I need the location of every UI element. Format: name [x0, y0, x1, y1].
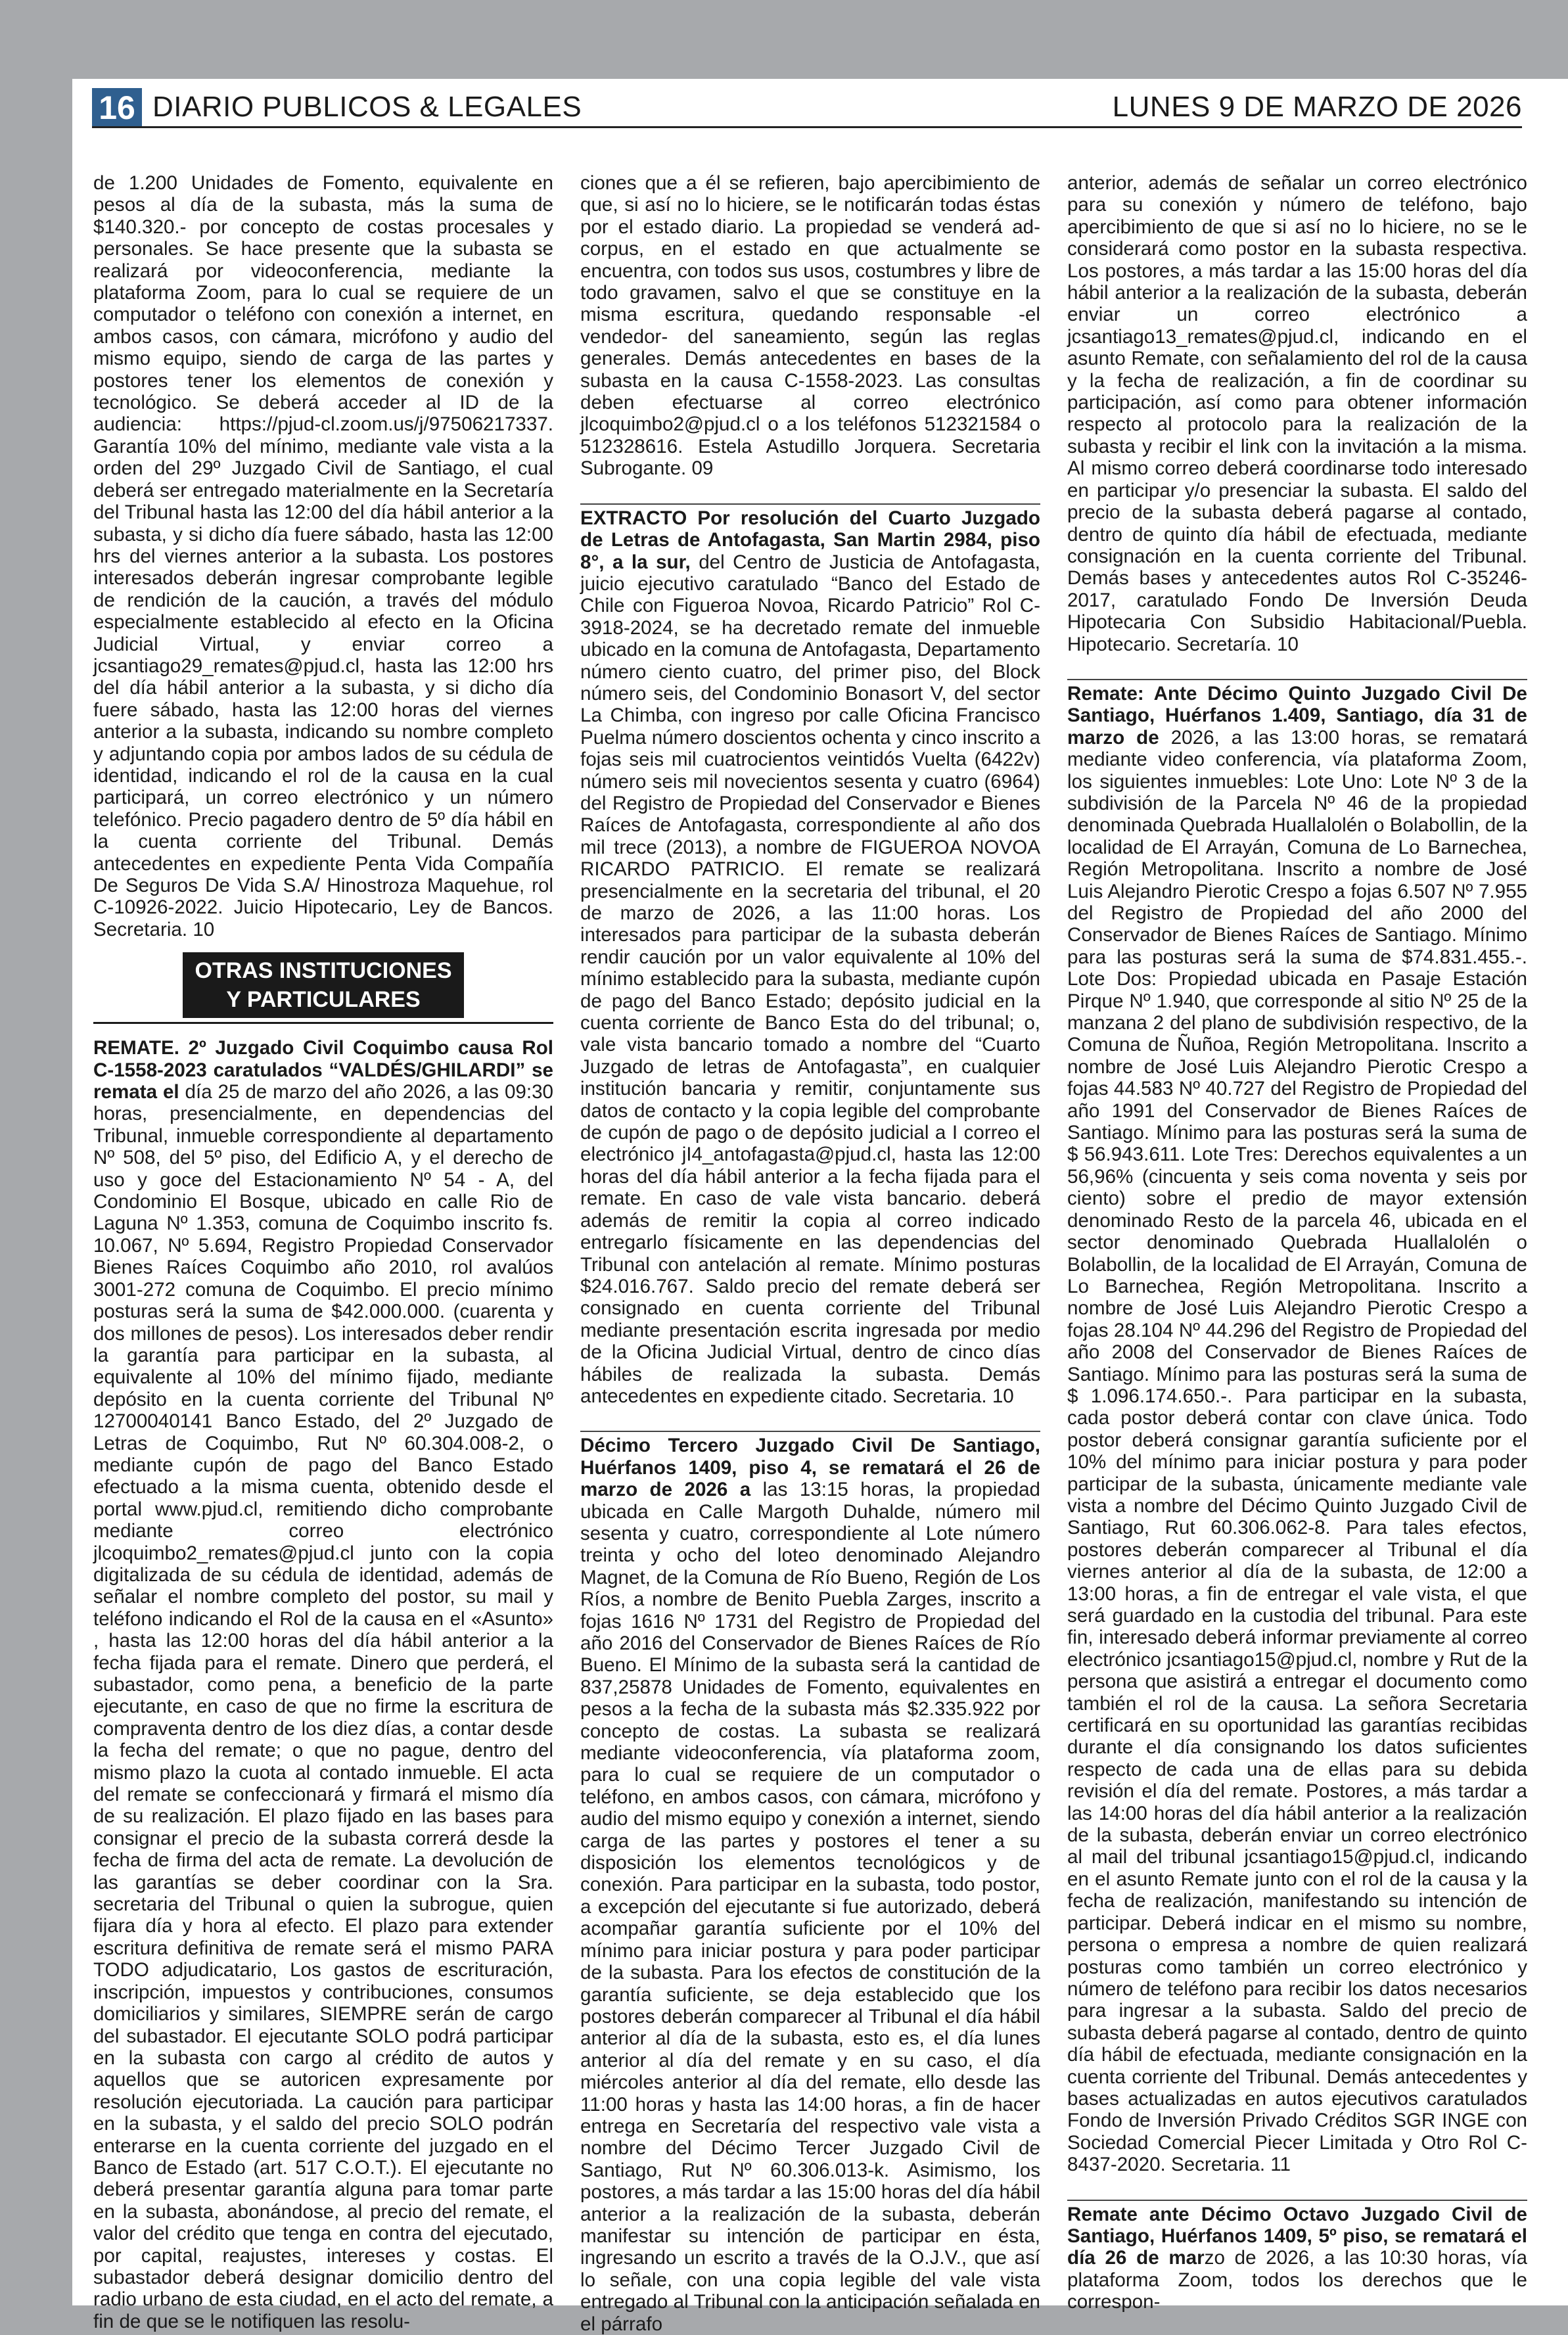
notice-heading: EXTRACTO Por resolución del Cuarto Juzgado de Letras de Antofagasta, San Martin 2984, piso 8°, a la sur,	[580, 507, 1040, 573]
notice-body: 2026, a las 13:00 horas, se rematará mediante video conferencia, vía plataforma Zoom, los siguientes inmuebles: Lote Uno: Lote Nº 3 de la subdivisión de la Parcela Nº 46 de la propiedad denominada Quebrada Huallalolén o Bolabollin, de la localidad de El Arrayán, Comuna de Lo Barnechea, Región Metropolitana. Inscrito a nombre de José Luis Alejandro Pierotic Crespo a fojas 6.507 Nº 7.955 del Registro de Propiedad del año 2000 del Conservador de Bienes Raíces de Santiago. Mínimo para las posturas será la suma de $74.831.455.-. Lote Dos: Propiedad ubicada en Pasaje Estación Pirque Nº 1.940, que corresponde al sitio Nº 25 de la manzana 2 del plano de subdivisión respectivo, de la Comuna de Ñuñoa, Región Metropolitana. Inscrito a nombre de José Luis Alejandro Pierotic Crespo a fojas 44.583 Nº 40.727 del Registro de Propiedad del año 1991 del Conservador de Bienes Raíces de Santiago. Mínimo para las posturas será la suma de $ 56.943.611. Lote Tres: Derechos equivalentes a un 56,96% (cincuenta y seis coma noventa y seis por ciento) sobre el predio de mayor extensión denominado Resto de la parcela 46, ubicada en el sector denominado Quebrada Huallalolén o Bolabollin, de la localidad de El Arrayán, Comuna de Lo Barnechea, Región Metropolitana. Inscrito a nombre de José Luis Alejandro Pierotic Crespo a fojas 28.104 Nº 44.296 del Registro de Propiedad del año 2008 del Conservador de Bienes Raíces de Santiago. Mínimo para las posturas será la suma de $ 1.096.174.650.-. Para participar en la subasta, cada postor deberá contar con clave única. Todo postor deberá consignar garantía suficiente por el 10% del mínimo para iniciar postura y para poder participar de la subasta, únicamente mediante vale vista a nombre del Décimo Quinto Juzgado Civil de Santiago, Rut 60.306.062-8. Para tales efectos, postores deberán comparecer al Tribunal el día viernes anterior al día de la subasta, de 12:00 a 13:00 horas, a fin de entregar el vale vista, el que será guardado en la custodia del tribunal. Para este fin, interesado deberá informar previamente al correo electrónico jcsantiago15@pjud.cl, nombre y Rut de la persona que asistirá a entregar el documento como también el rol de la causa. La señora Secretaria certificará en su oportunidad las garantías recibidas durante el día consignando los datos suficientes respecto de cada una de ellas para su debida revisión el día del remate. Postores, a más tardar a las 14:00 horas del día hábil anterior a la realización de la subasta, deberán enviar un correo electrónico al mail del tribunal jcsantiago15@pjud.cl, indicando en el asunto Remate junto con el rol de la causa y la fecha de realización, manifestando su intención de participar. Deberá indicar en el mismo su nombre, persona o empresa a nombre de quien realizará posturas como también un correo electrónico y número de teléfono para recibir los datos necesarios para ingresar a la subasta. Saldo del precio de subasta deberá pagarse al contado, dentro de quinto día hábil de efectuada, mediante consignación en la cuenta corriente del Tribunal. Demás antecedentes y bases actualizadas en autos ejecutivos caratulados Fondo de Inversión Privado Créditos SGR INGE con Sociedad Comercial Piecer Limitada y Otro Rol C-8437-2020. Secretaria. 11	[1067, 726, 1527, 2176]
notice-remate-coquimbo	[93, 1037, 553, 2332]
notice-heading: REMATE. 2º Juzgado Civil Coquimbo causa Rol C-1558-2023 caratulados “VALDÉS/GHILARDI” se remata el	[93, 1037, 553, 1103]
section-heading-line1: OTRAS INSTITUCIONES	[195, 958, 452, 984]
notice-decimo-quinto	[1067, 683, 1527, 2176]
notice-heading: Remate: Ante Décimo Quinto Juzgado Civil De Santiago, Huérfanos 1.409, Santiago, día 31 de marzo de	[1067, 682, 1527, 749]
notice-continuation: ciones que a él se refieren, bajo apercibimiento de que, si así no lo hiciere, se le notificarán todas éstas por el estado diario. La propiedad se venderá ad-corpus, en el estado en que actualmente se encuentra, con todos sus usos, costumbres y libre de todo gravamen, salvo el que se constituye en la misma escritura, quedando responsable -el vendedor- del saneamiento, según las reglas generales. Demás antecedentes en bases de la subasta en la causa C-1558-2023. Las consultas deben efectuarse al correo electrónico jlcoquimbo2@pjud.cl o a los teléfonos 512321584 o 512328616. Estela Astudillo Jorquera. Secretaria Subrogante. 09	[580, 172, 1040, 480]
notice-continuation: de 1.200 Unidades de Fomento, equivalente en pesos al día de la subasta, más la suma de $140.320.- por concepto de costas procesales y personales. Se hace presente que la subasta se realizará por videoconferencia, mediante la plataforma Zoom, para lo cual se requiere de un computador o teléfono con conexión a internet, en ambos casos, con cámara, micrófono y audio del mismo equipo, siendo de carga de las partes y postores tener los elementos de conexión y tecnológico. Se deberá acceder al ID de la audiencia: https://pjud-cl.zoom.us/j/97506217337. Garantía 10% del mínimo, mediante vale vista a la orden del 29º Juzgado Civil de Santiago, el cual deberá ser entregado materialmente en la Secretaría del Tribunal hasta las 12:00 del día hábil anterior a la subasta, y si dicho día fuere sábado, hasta las 12:00 hrs del viernes anterior a la subasta. Los postores interesados deberán ingresar comprobante legible de rendición de la caución, a través del módulo especialmente establecido al efecto en la Oficina Judicial Virtual, y enviar correo a jcsantiago29_remates@pjud.cl, hasta las 12:00 hrs del día hábil anterior a la subasta, y si dicho día fuere sábado, hasta las 12:00 horas del viernes anterior a la subasta, indicando su nombre completo y adjuntando copia por ambos lados de su cédula de identidad, indicando el rol de la causa en la cual participará, un correo electrónico y un número telefónico. Precio pagadero dentro de 5º día hábil en la cuenta corriente del Tribunal. Demás antecedentes en expediente Penta Vida Compañía De Seguros De Vida S.A/ Hinostroza Maquehue, rol C-10926-2022. Juicio Hipotecario, Ley de Bancos. Secretaria. 10	[93, 172, 553, 940]
notice-decimo-tercero	[580, 1435, 1040, 2335]
page-number: 16	[92, 88, 142, 127]
notice-body: del Centro de Justicia de Antofagasta, juicio ejecutivo caratulado “Banco del Estado de Chile con Figueroa Novoa, Ricardo Patricio” Rol C-3918-2024, se ha decretado remate del inmueble ubicado en la comuna de Antofagasta, Departamento número ciento cuatro, del primer piso, del Block número seis, del Condominio Bonasort V, del sector La Chimba, con ingreso por calle Oficina Francisco Puelma número doscientos ochenta y cinco inscrito a fojas seis mil cuatrocientos veintidós Vuelta (6422v) número seis mil novecientos sesenta y cuatro (6964) del Registro de Propiedad del Conservador e Bienes Raíces de Antofagasta, correspondiente al año dos mil trece (2013), a nombre de FIGUEROA NOVOA RICARDO PATRICIO. El remate se realizará presencialmente en la secretaria del tribunal, el 20 de marzo de 2026, a las 11:00 horas. Los interesados para participar de la subasta deberán rendir caución por un valor equivalente al 10% del mínimo establecido para la subasta, mediante cupón de pago del Banco Estado; depósito judicial en la cuenta corriente de Banco Esta do del tribunal; o, vale vista bancario tomado a nombre del “Cuarto Juzgado de letras de Antofagasta”, en cualquier institución bancaria y remitir, conjuntamente sus datos de contacto y la copia legible del comprobante de cupón de pago o de depósito judicial a I correo el electrónico jI4_antofagasta@pjud.cl, hasta las 12:00 horas del día hábil anterior a la fecha fijada para el remate. En caso de vale vista bancario. deberá además de remitir la copia al correo indicado entregarlo físicamente en las dependencias del Tribunal con antelación al remate. Mínimo posturas $24.016.767. Saldo precio del remate deberá ser consignado en cuenta corriente del Tribunal mediante presentación escrita ingresada por medio de la Oficina Judicial Virtual, dentro de cinco días hábiles de realizada la subasta. Demás antecedentes en expediente citado. Secretaria. 10	[580, 551, 1040, 1407]
notice-body: día 25 de marzo del año 2026, a las 09:30 horas, presencialmente, en dependencias del Tribunal, inmueble correspondiente al departamento Nº 508, del 5º piso, del Edificio A, y el derecho de uso y goce del Estacionamiento Nº 54 - A, del Condominio El Bosque, ubicado en calle Rio de Laguna Nº 1.353, comuna de Coquimbo inscrito fs. 10.067, Nº 5.694, Registro Propiedad Conservador Bienes Raíces Coquimbo año 2010, rol avalúos 3001-272 comuna de Coquimbo. El precio mínimo posturas será la suma de $42.000.000. (cuarenta y dos millones de pesos). Los interesados deber rendir la garantía para participar en la subasta, al equivalente al 10% del mínimo fijado, mediante depósito en la cuenta corriente del Tribunal Nº 12700040141 Banco Estado, del 2º Juzgado de Letras de Coquimbo, Rut Nº 60.304.008-2, o mediante cupón de pago del Banco Estado efectuado a la misma cuenta, obtenido desde el portal www.pjud.cl, remitiendo dicho comprobante mediante correo electrónico jlcoquimbo2_remates@pjud.cl junto con la copia digitalizada de su cédula de identidad, además de señalar el nombre completo del postor, su mail y teléfono indicando el Rol de la causa en el «Asunto» , hasta las 12:00 horas del día hábil anterior a la fecha fijada para el remate. Dinero que perderá, el subastador, como pena, a beneficio de la parte ejecutante, en caso de que no firme la escritura de compraventa dentro de los diez días, a contar desde la fecha del remate; o que no pague, dentro del mismo plazo la cuota al contado inmueble. El acta del remate se confeccionará y firmará el mismo día de su realización. El plazo fijado en las bases para consignar el precio de la subasta correrá desde la fecha de firma del acta de remate. La devolución de las garantías se deber coordinar con la Sra. secretaria del Tribunal o quien la subrogue, quien fijara día y hora al efecto. El plazo para extender escritura definitiva de remate será el mismo PARA TODO adjudicatario, Los gastos de escrituración, inscripción, impuestos y contribuciones, consumos domiciliarios y similares, SIEMPRE serán de cargo del subastador. El ejecutante SOLO podrá participar en la subasta con cargo al crédito de autos y aquellos que se autoricen expresamente por resolución ejecutoriada. La caución para participar en la subasta, y el saldo del precio SOLO podrán enterarse en la cuenta corriente del juzgado en el Banco de Estado (art. 517 C.O.T.). El ejecutante no deberá presentar garantía alguna para tomar parte en la subasta, abonándose, al precio del remate, el valor del crédito que tenga en contra del ejecutado, por capital, reajustes, intereses y costas. El subastador deberá designar domicilio dentro del radio urbano de esta ciudad, en el acto del remate, a fin de que se le notifiquen las resolu-	[93, 1081, 554, 2332]
section-heading-line2: Y PARTICULARES	[226, 987, 421, 1013]
section-heading-box	[183, 952, 463, 1018]
notice-body: zo de 2026, a las 10:30 horas, vía plataforma Zoom, todos los derechos que le correspon-	[1067, 2247, 1528, 2313]
notice-continuation: anterior, además de señalar un correo electrónico para su conexión y número de teléfono, bajo apercibimiento de que si así no lo hiciere, no se le considerará como postor en la subasta respectiva. Los postores, a más tardar a las 15:00 horas del día hábil anterior a la realización de la subasta, deberán enviar un correo electrónico a jcsantiago13_remates@pjud.cl, indicando en el asunto Remate, con señalamiento del rol de la causa y la fecha de realización, a fin de coordinar su participación, así como para obtener información respecto al protocolo para la realización de la subasta y recibir el link con la invitación a la misma. Al mismo correo deberá coordinarse todo interesado en participar y/o presenciar la subasta. El saldo del precio de la subasta deberá pagarse al contado, dentro de quinto día hábil de efectuada, mediante consignación en la cuenta corriente del Tribunal. Demás bases y antecedentes autos Rol C-35246-2017, caratulado Fondo De Inversión Deuda Hipotecaria Con Subsidio Habitacional/Puebla. Hipotecario. Secretaría. 10	[1067, 172, 1527, 655]
section-heading	[93, 952, 553, 1024]
column-3	[1067, 172, 1528, 2313]
publication-date: LUNES 9 DE MARZO DE 2026	[1112, 91, 1522, 123]
column-2	[580, 172, 1040, 2335]
notice-heading: Remate ante Décimo Octavo Juzgado Civil de Santiago, Huérfanos 1409, 5º piso, se rematará el día 26 de mar	[1067, 2203, 1527, 2269]
page-header	[92, 84, 1522, 129]
header-rule	[92, 126, 1522, 128]
notice-heading: Décimo Tercero Juzgado Civil De Santiago, Huérfanos 1409, piso 4, se rematará el 26 de marzo de 2026 a	[580, 1435, 1040, 1501]
notice-decimo-octavo	[1067, 2204, 1527, 2313]
column-1	[93, 172, 554, 2332]
publication-title: DIARIO PUBLICOS & LEGALES	[152, 91, 582, 123]
notice-body: las 13:15 horas, la propiedad ubicada en Calle Margoth Duhalde, número mil sesenta y cuatro, correspondiente al Lote número treinta y ocho del loteo denominado Alejandro Magnet, de la Comuna de Río Bueno, Región de Los Ríos, a nombre de Benito Puebla Zarges, inscrito a fojas 1616 Nº 1731 del Registro de Propiedad del año 2016 del Conservador de Bienes Raíces de Río Bueno. El Mínimo de la subasta será la cantidad de 837,25878 Unidades de Fomento, equivalentes en pesos a la fecha de la subasta más $2.335.922 por concepto de costas. La subasta se realizará mediante videoconferencia, vía plataforma zoom, para lo cual se requiere de un computador o teléfono, en ambos casos, con cámara, micrófono y audio del mismo equipo y conexión a internet, siendo carga de las partes y postores el tener a su disposición los elementos tecnológicos y de conexión. Para participar en la subasta, todo postor, a excepción del ejecutante si fue autorizado, deberá acompañar garantía suficiente por el 10% del mínimo para iniciar postura y para poder participar de la subasta. Para los efectos de constitución de la garantía suficiente, se deja establecido que los postores deberán comparecer al Tribunal el día hábil anterior al día de la subasta, esto es, el día lunes anterior al día del remate y en su caso, el día miércoles anterior al día del remate, ello desde las 11:00 horas y hasta las 14:00 horas, a fin de hacer entrega en Secretaría del respectivo vale vista a nombre del Décimo Tercer Juzgado Civil de Santiago, Rut Nº 60.306.013-k. Asimismo, los postores, a más tardar a las 15:00 horas del día hábil anterior a la realización de la subasta, deberán manifestar su intención de participar en ésta, ingresando un escrito a través de la O.J.V., que así lo señale, con una copia legible del vale vista entregado al Tribunal con la anticipación señalada en el párrafo	[580, 1479, 1040, 2335]
notice-extracto-antofagasta	[580, 507, 1040, 1408]
section-rule	[93, 1022, 553, 1024]
